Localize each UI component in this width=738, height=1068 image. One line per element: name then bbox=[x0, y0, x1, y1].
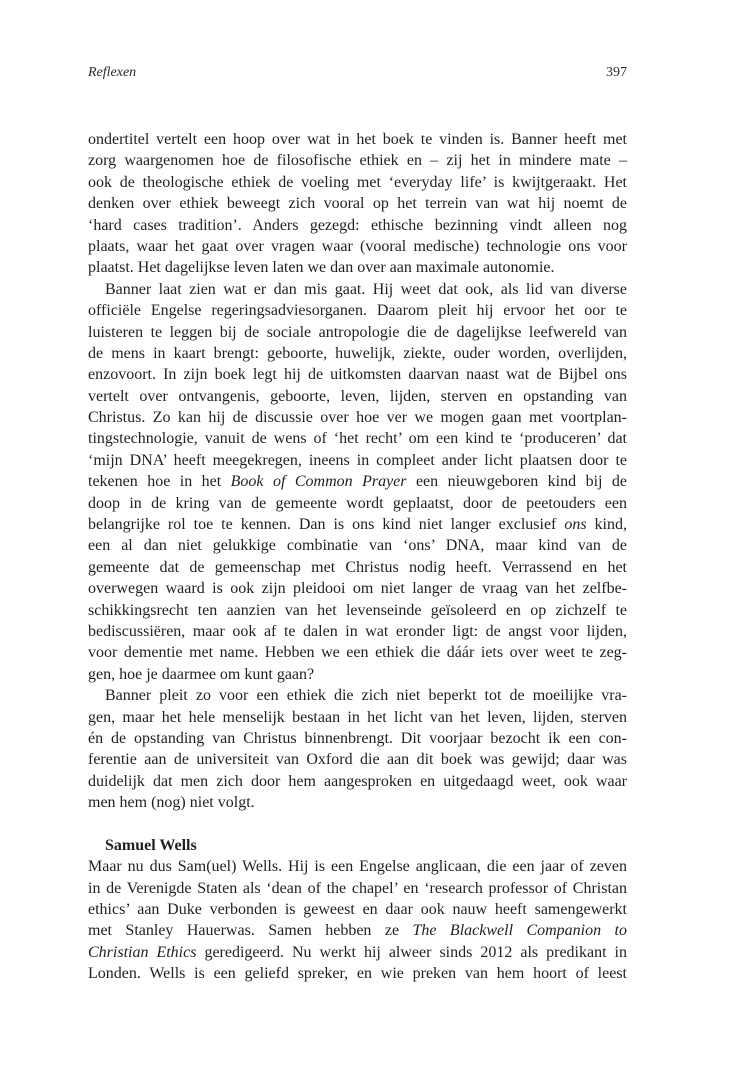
text-line: schikkingsrecht ten aanzien van het levenseinde geïsoleerd en op zichzelf te bbox=[88, 601, 627, 619]
text-line: Banner pleit zo voor een ethiek die zich niet beperkt tot de moeilijke vra- bbox=[105, 687, 627, 705]
text-line: vertelt over ontvangenis, geboorte, leven, lijden, sterven en opstanding van bbox=[88, 387, 627, 405]
text-line: ook de theologische ethiek de voeling met ‘everyday life’ is kwijtgeraakt. Het bbox=[88, 173, 627, 191]
text-line: ferentie aan de universiteit van Oxford die aan dit boek was gewijd; daar was bbox=[88, 751, 627, 769]
section-heading: Samuel Wells bbox=[105, 836, 197, 854]
text-segment: tekenen hoe in het bbox=[88, 473, 231, 491]
text-line: Maar nu dus Sam(uel) Wells. Hij is een Engelse anglicaan, die een jaar of zeven bbox=[88, 858, 627, 876]
text-line: ‘mijn DNA’ heeft meegekregen, ineens in compleet ander licht plaatsen door te bbox=[88, 451, 627, 469]
paragraph-3 bbox=[88, 685, 627, 813]
text-segment: een nieuwgeboren kind bij de bbox=[406, 473, 627, 491]
text-line: Christus. Zo kan hij de discussie over hoe ver we mogen gaan met voortplan- bbox=[88, 409, 627, 427]
text-line: plaatst. Het dagelijkse leven laten we dan over aan maximale autonomie. bbox=[88, 259, 555, 277]
body-text bbox=[88, 129, 627, 985]
text-line: duidelijk dat men zich door hem aangesproken en uitgedaagd weet, ook waar bbox=[88, 772, 627, 790]
running-title: Reflexen bbox=[88, 65, 137, 80]
paragraph-4 bbox=[88, 856, 627, 984]
text-line: een al dan niet gelukkige combinatie van ‘ons’ DNA, maar kind van de bbox=[88, 537, 627, 555]
text-segment: belangrijke rol toe te kennen. Dan is ons kind niet langer exclusief bbox=[88, 516, 565, 534]
text-line: Banner laat zien wat er dan mis gaat. Hij weet dat ook, als lid van diverse bbox=[105, 280, 627, 298]
text-line: gemeente dat de gemeenschap met Christus nodig heeft. Verrassend en het bbox=[88, 558, 627, 576]
text-segment: kind, bbox=[586, 516, 627, 534]
text-line: tingstechnologie, vanuit de wens of ‘het recht’ om een kind te ‘produceren’ dat bbox=[88, 430, 627, 448]
italic-book-title: Book of Common Prayer bbox=[230, 473, 407, 491]
text-line bbox=[88, 514, 627, 535]
paragraph-2 bbox=[88, 279, 627, 685]
text-line bbox=[88, 942, 627, 963]
text-line: officiële Engelse regeringsadviesorganen. Daarom pleit hij ervoor het oor te bbox=[88, 302, 627, 320]
text-line: bediscussiëren, maar ook af te dalen in wat eronder ligt: de angst voor lijden, bbox=[88, 622, 627, 640]
section-spacer bbox=[88, 814, 627, 835]
text-line: plaats, waar het gaat over vragen waar (vooral medische) technologie ons voor bbox=[88, 237, 627, 255]
text-line bbox=[88, 471, 627, 492]
running-head bbox=[88, 64, 627, 82]
text-line: ondertitel vertelt een hoop over wat in het boek te vinden is. Banner heeft met bbox=[88, 131, 627, 148]
italic-book-title: Christian Ethics bbox=[88, 943, 197, 961]
text-line bbox=[88, 920, 627, 941]
text-line: enzovoort. In zijn boek legt hij de uitkomsten daarvan naast wat de Bijbel ons bbox=[88, 366, 627, 384]
text-line: de mens in kaart brengt: geboorte, huwelijk, ziekte, ouder worden, overlijden, bbox=[88, 344, 627, 362]
text-line: én de opstanding van Christus binnenbrengt. Dit voorjaar bezocht ik een con- bbox=[88, 729, 627, 747]
paragraph-1 bbox=[88, 129, 627, 279]
text-line: in de Verenigde Staten als ‘dean of the chapel’ en ‘research professor of Christan bbox=[88, 879, 627, 897]
text-line: denken over ethiek beweegt zich vooral op het terrein van wat hij noemt de bbox=[88, 195, 627, 213]
text-line: luisteren te leggen bij de sociale antropologie die de dagelijkse leefwereld van bbox=[88, 323, 627, 341]
text-line: ethics’ aan Duke verbonden is geweest en daar ook nauw heeft samengewerkt bbox=[88, 901, 627, 919]
text-line: Londen. Wells is een geliefd spreker, en wie preken van hem hoort of leest bbox=[88, 965, 627, 983]
text-line: voor dementie met name. Hebben we een ethiek die dáár iets over weet te zeg- bbox=[88, 644, 627, 662]
text-line: gen, hoe je daarmee om kunt gaan? bbox=[88, 665, 315, 683]
text-line: doop in de kring van de gemeente wordt geplaatst, door de peetouders een bbox=[88, 494, 627, 512]
italic-book-title: The Blackwell Companion to bbox=[412, 922, 628, 940]
text-line: men hem (nog) niet volgt. bbox=[88, 794, 255, 812]
text-segment: geredigeerd. Nu werkt hij alweer sinds 2012 als predikant in bbox=[196, 943, 627, 961]
text-line: zorg waargenomen hoe de filosofische ethiek en – zij het in mindere mate – bbox=[88, 152, 627, 170]
text-line: overwegen waard is ook zijn pleidooi om niet langer de vraag van het zelfbe- bbox=[88, 580, 627, 598]
text-line: ‘hard cases tradition’. Anders gezegd: ethische bezinning vindt alleen nog bbox=[88, 216, 627, 234]
text-segment: met Stanley Hauerwas. Samen hebben ze bbox=[88, 922, 413, 940]
page-number: 397 bbox=[606, 65, 627, 80]
text-line: gen, maar het hele menselijk bestaan in het licht van het leven, lijden, sterven bbox=[88, 708, 627, 726]
italic-emphasis: ons bbox=[564, 516, 587, 534]
